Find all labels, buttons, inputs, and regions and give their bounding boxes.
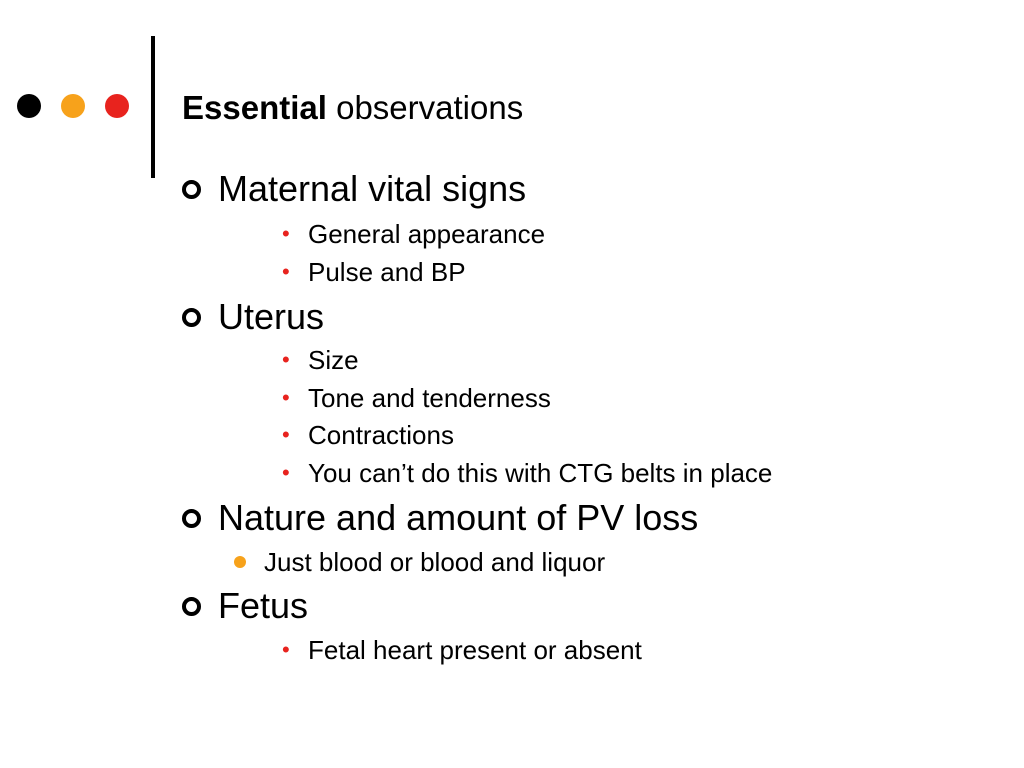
ring-bullet-icon (182, 180, 201, 199)
list-item (282, 457, 772, 489)
list-item-text: You can’t do this with CTG belts in place (308, 458, 773, 488)
red-bullet-icon: • (282, 422, 290, 447)
section-heading-pv-loss (182, 498, 698, 538)
orange-bullet-icon (234, 556, 246, 568)
list-item (234, 546, 605, 578)
ring-bullet-icon (182, 308, 201, 327)
list-item (282, 634, 642, 666)
title-bold-part: Essential (182, 89, 327, 126)
list-item-text: Contractions (308, 420, 454, 450)
ring-bullet-icon (182, 597, 201, 616)
title-rest-part: observations (326, 89, 524, 126)
red-bullet-icon: • (282, 637, 290, 662)
section-heading-text: Nature and amount of PV loss (218, 497, 699, 538)
section-heading-text: Fetus (218, 585, 309, 626)
list-item-text: Just blood or blood and liquor (264, 547, 606, 577)
list-item (282, 256, 466, 288)
section-heading-text: Uterus (218, 296, 325, 337)
list-item-text: Fetal heart present or absent (308, 635, 642, 665)
red-bullet-icon: • (282, 259, 290, 284)
ring-bullet-icon (182, 509, 201, 528)
list-item-text: Tone and tenderness (308, 383, 551, 413)
red-bullet-icon: • (282, 460, 290, 485)
list-item (282, 382, 551, 414)
list-item-text: Pulse and BP (308, 257, 466, 287)
section-heading-uterus (182, 297, 324, 337)
red-bullet-icon: • (282, 385, 290, 410)
section-heading-fetus (182, 586, 308, 626)
section-heading-maternal (182, 169, 526, 209)
list-item (282, 218, 545, 250)
list-item (282, 419, 454, 451)
section-heading-text: Maternal vital signs (218, 168, 527, 209)
red-bullet-icon: • (282, 347, 290, 372)
list-item (282, 344, 359, 376)
list-item-text: General appearance (308, 219, 546, 249)
list-item-text: Size (308, 345, 359, 375)
red-bullet-icon: • (282, 221, 290, 246)
